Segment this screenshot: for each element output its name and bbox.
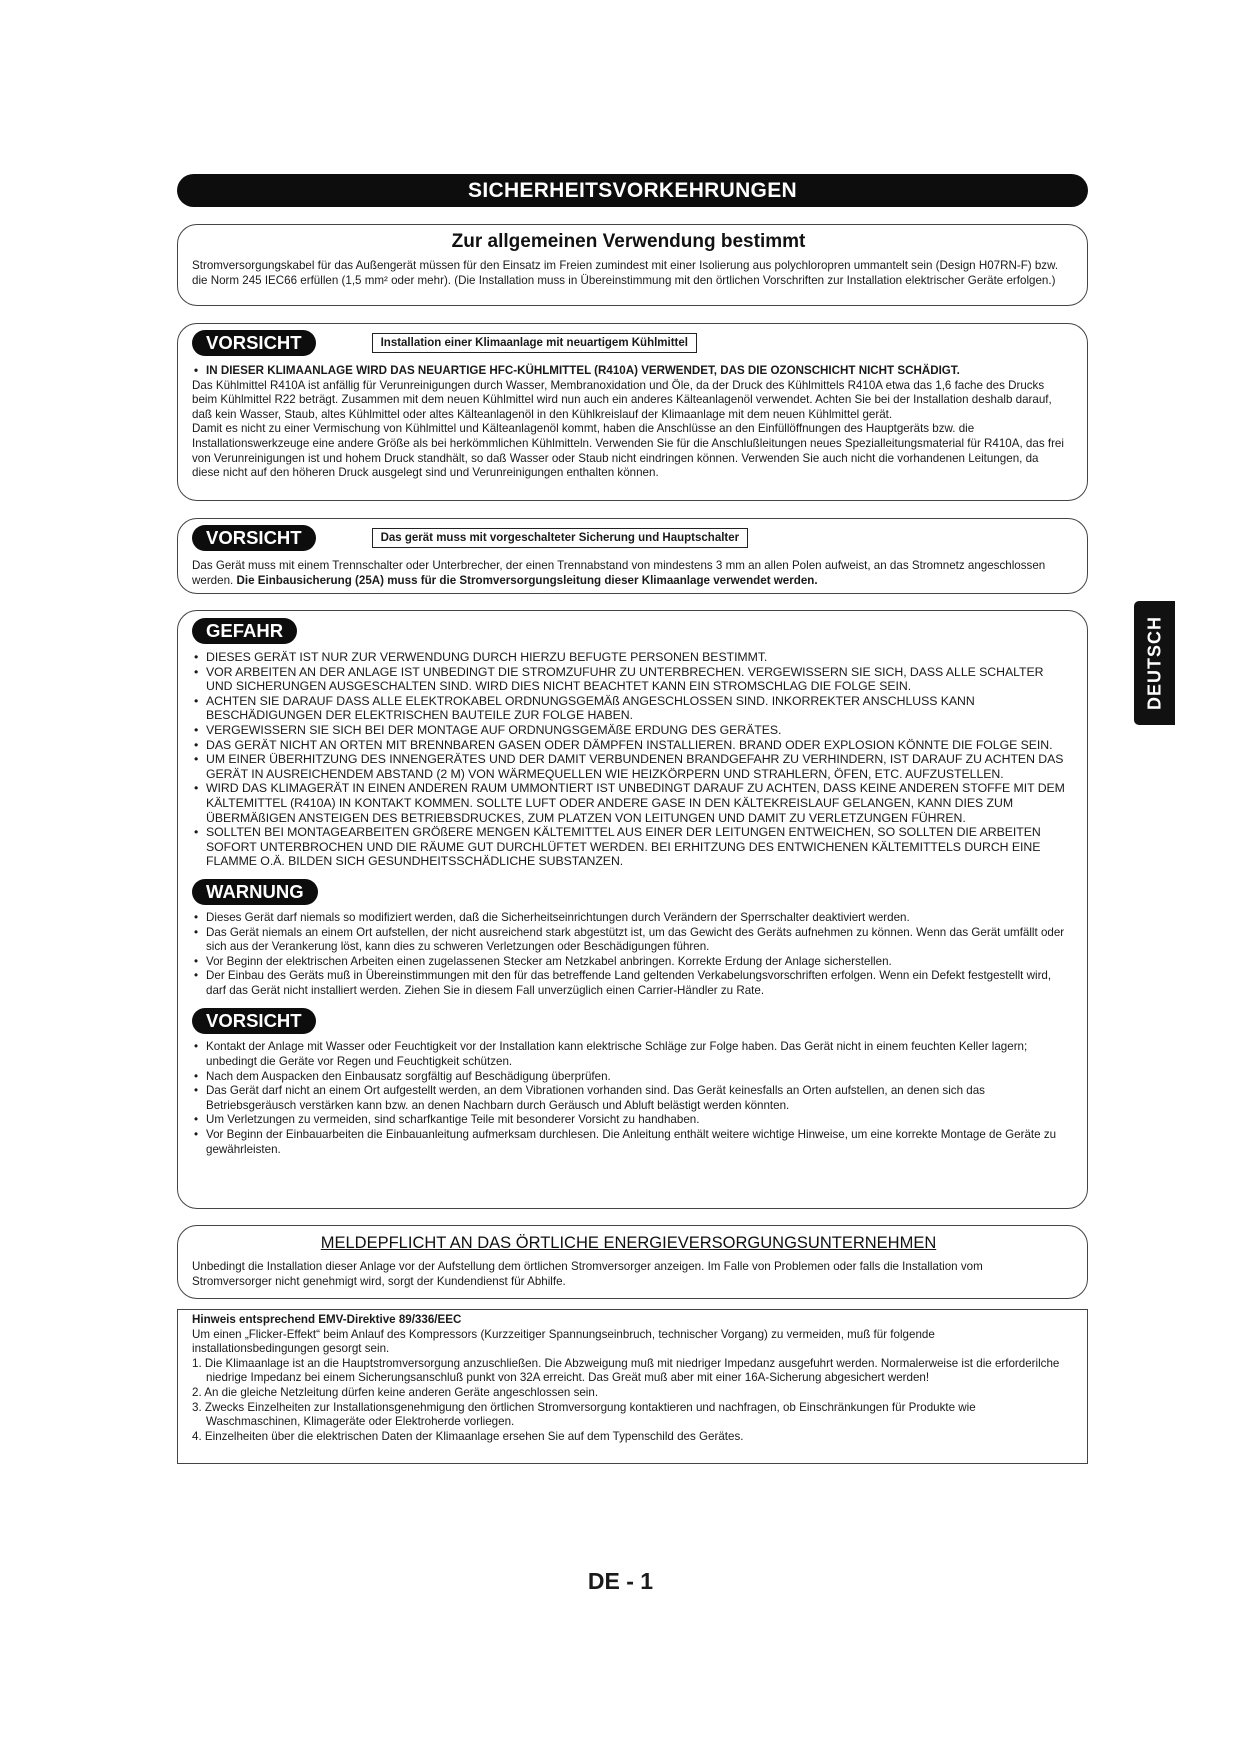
danger-warning-box (177, 610, 1088, 1209)
list-item: • DAS GERÄT NICHT AN ORTEN MIT BRENNBAREN GASEN ODER DÄMPFEN INSTALLIEREN. BRAND ODER EXPLOSION KÖNNTE DIE FOLGE SEIN. (192, 738, 1065, 753)
list-item: • UM EINER ÜBERHITZUNG DES INNENGERÄTES UND DER DAMIT VERBUNDENEN BRANDGEFAHR ZU VERHINDERN, IST DARAUF ZU ACHTEN DAS GERÄT IN AUSREICHENDEM ABSTAND (2 M) VON WÄRMEQUELLEN WIE HEIZKÖRPERN UND STRAHLERN, ÖFEN, ETC. AUFZUSTELLEN. (192, 752, 1065, 781)
notification-box (177, 1225, 1088, 1299)
caution-fuse-box (177, 518, 1088, 594)
section-banner: SICHERHEITSVORKEHRUNGEN (177, 174, 1088, 207)
caution-list (192, 1040, 1065, 1157)
list-item: • SOLLTEN BEI MONTAGEARBEITEN GRÖßERE MENGEN KÄLTEMITTEL AUS EINER DER LEITUNGEN ENTWEICHEN, SO SOLLTEN DIE ARBEITEN SOFORT UNTERBROCHEN UND DIE RÄUME GUT DURCHLÜFTET WERDEN. BEI ERHITZUNG DES ENTWICHENEN KÄLTEMITTELS DURCH EINE FLAMME O.Ä. BILDEN SICH GESUNDHEITSSCHÄDLICHE SUBSTANZEN. (192, 825, 1065, 869)
list-item: • Nach dem Auspacken den Einbausatz sorgfältig auf Beschädigung überprüfen. (192, 1070, 1065, 1085)
caution-tag: Installation einer Klimaanlage mit neuartigem Kühlmittel (372, 333, 697, 353)
emv-title: Hinweis entsprechend EMV-Direktive 89/336/EEC (192, 1313, 462, 1326)
general-title: Zur allgemeinen Verwendung bestimmt (451, 231, 806, 252)
list-item: 4. Einzelheiten über die elektrischen Daten der Klimaanlage ersehen Sie auf dem Typenschild des Gerätes. (192, 1429, 744, 1443)
warning-list (192, 911, 1065, 999)
list-item: • ACHTEN SIE DARAUF DASS ALLE ELEKTROKABEL ORDNUNGSGEMÄß ANGESCHLOSSEN SIND. INKORREKTER ANSCHLUSS KANN BESCHÄDIGUNGEN DER ELEKTRISCHEN BAUTEILE ZUR FOLGE HABEN. (192, 694, 1065, 723)
list-item: • Dieses Gerät darf niemals so modifiziert werden, daß die Sicherheitseinrichtungen durch Verändern der Sperrschalter deaktiviert werden. (192, 911, 1065, 926)
list-item: 3. Zwecks Einzelheiten zur Installationsgenehmigung den örtlichen Stromversorgung kontaktieren und nachfragen, ob Einschränkungen für Produkte wie Waschmaschinen, Klimageräte oder Elektroherde vorliegen. (192, 1400, 976, 1429)
list-item: • Das Gerät niemals an einem Ort aufstellen, der nicht ausreichend stark abgestützt ist, um das Gewicht des Geräts aufnehmen zu können. Wenn das Gerät umfällt oder sich aus der Verankerung löst, kann dies zu schweren Verletzungen oder Beschädigungen führen. (192, 926, 1065, 955)
caution-refrigerant-box (177, 323, 1088, 501)
notification-title: MELDEPFLICHT AN DAS ÖRTLICHE ENERGIEVERSORGUNGSUNTERNEHMEN (320, 1234, 937, 1252)
caution-label: VORSICHT (192, 525, 316, 551)
notification-text: Unbedingt die Installation dieser Anlage vor der Aufstellung dem örtlichen Stromversorger anzeigen. Im Falle von Problemen oder falls die Installation vom Stromversorger nicht genehmigt wird, sorgt der Kundendienst für Abhilfe. (192, 1260, 983, 1288)
danger-label: GEFAHR (192, 618, 297, 644)
list-item: • VERGEWISSERN SIE SICH BEI DER MONTAGE AUF ORDNUNGSGEMÄßE ERDUNG DES GERÄTES. (192, 723, 1065, 738)
list-item: 2. An die gleiche Netzleitung dürfen keine anderen Geräte angeschlossen sein. (192, 1385, 599, 1399)
caution-paragraph-1: Das Kühlmittel R410A ist anfällig für Verunreinigungen durch Wasser, Membranoxidation und Öle, da der Druck des Kühlmittels R410A etwa das 1,6 fache des Drucks beim Kühlmittel R22 beträgt. Zusammen mit dem neuen Kühlmittel wird nun auch ein anderes Kälteanlagenöl verwendet. Achten Sie bei der Installation deshalb darauf, daß kein Wasser, Staub, altes Kühlmittel oder altes Kälteanlagenöl in den Kühlkreislauf der Klimaanlage mit dem neuen Kühlmittel gerät. (192, 378, 1052, 421)
caution-tag: Das gerät muss mit vorgeschalteter Sicherung und Hauptschalter (372, 528, 749, 548)
list-item: • DIESES GERÄT IST NUR ZUR VERWENDUNG DURCH HIERZU BEFUGTE PERSONEN BESTIMMT. (192, 650, 1065, 665)
list-item: • Der Einbau des Geräts muß in Übereinstimmungen mit den für das betreffende Land geltenden Verkabelungsvorschriften erfolgen. Wenn ein Defekt festgestellt wird, darf das Gerät nicht installiert werden. Ziehen Sie in diesem Fall unverzüglich einen Carrier-Händler zu Rate. (192, 969, 1065, 998)
caution-fuse-normal: Das Gerät muss mit einem Trennschalter oder Unterbrecher, der einen Trennabstand von mindestens 3 mm an allen Polen aufweist, an das Stromnetz angeschlossen werden. (192, 559, 1046, 587)
caution-bullet: • IN DIESER KLIMAANLAGE WIRD DAS NEUARTIGE HFC-KÜHLMITTEL (R410A) VERWENDET, DAS DIE OZONSCHICHT NICHT SCHÄDIGT. (192, 364, 1065, 379)
emv-intro: Um einen „Flicker-Effekt“ beim Anlauf des Kompressors (Kurzzeitiger Spannungseinbruch, technischer Vorgang) zu vermeiden, muß für folgende installationsbedingungen gesorgt sein. (192, 1327, 935, 1356)
list-item: • Um Verletzungen zu vermeiden, sind scharfkantige Teile mit besonderer Vorsicht zu handhaben. (192, 1113, 1065, 1128)
list-item: • VOR ARBEITEN AN DER ANLAGE IST UNBEDINGT DIE STROMZUFUHR ZU UNTERBRECHEN. VERGEWISSERN SIE SICH, DASS ALLE SCHALTER UND SICHERUNGEN AUSGESCHALTEN SIND. WIRD DIES NICHT BEACHTET KANN EIN STROMSCHLAG DIE FOLGE SEIN. (192, 665, 1065, 694)
list-item: • Das Gerät darf nicht an einem Ort aufgestellt werden, an dem Vibrationen vorhanden sind. Das Gerät keinesfalls an Orten aufstellen, an denen sich das Betriebsgeräusch verstärken kann bzw. an denen Nachbarn durch Geräusch und Abluft belästigt werden könnten. (192, 1084, 1065, 1113)
list-item: • WIRD DAS KLIMAGERÄT IN EINEN ANDEREN RAUM UMMONTIERT IST UNBEDINGT DARAUF ZU ACHTEN, DASS KEINE ANDEREN STOFFE MIT DEM KÄLTEMITTEL (R410A) IN KONTAKT KOMMEN. SOLLTE LUFT ODER ANDERE GASE IN DEN KÄLTEKREISLAUF GELANGEN, KANN DIES ZUM ÜBERMÄßIGEN ANSTEIGEN DES BETRIEBSDRUCKES, ZUM PLATZEN VON LEITUNGEN UND DAMIT ZU VERLETZUNGEN FÜHREN. (192, 781, 1065, 825)
danger-list (192, 650, 1065, 869)
caution-label: VORSICHT (192, 1008, 316, 1034)
emv-list (192, 1357, 1065, 1445)
caution-paragraph-2: Damit es nicht zu einer Vermischung von Kühlmittel und Kälteanlagenöl kommt, haben die Anschlüsse an den Einfüllöffnungen des Hauptgeräts bzw. die Installationswerkzeuge eine andere Größe als bei herkömmlichen Kühlmitteln. Verwenden Sie für die Anschlußleitungen neues Spezialleitungsmaterial für R410A, das frei von Verunreinigungen ist und hohem Druck standhält, so daß Wasser oder Staub nicht eindringen können. Verwenden Sie auch nicht die vorhandenen Leitungen, da diese nicht auf den höheren Druck ausgelegt sind und Verunreinigungen enthalten können. (192, 422, 1064, 480)
language-tab-label: DEUTSCH (1144, 615, 1164, 711)
page-number: DE - 1 (587, 1568, 654, 1594)
warning-label: WARNUNG (192, 879, 318, 905)
list-item: 1. Die Klimaanlage ist an die Hauptstromversorgung anzuschließen. Die Abzweigung muß mit niedriger Impedanz ausgefuhrt werden. Normalerweise ist die erforderilche niedrige Impedanz bei einem Sicherungsanschluß punkt von 32A erreicht. Das Greät muß aber mit einer 16A-Sicherung abgesichert werden! (192, 1356, 1060, 1385)
general-text: Stromversorgungskabel für das Außengerät müssen für den Einsatz im Freien zumindest mit einer Isolierung aus polychloropren ummantelt sein (Design H07RN-F) bzw. die Norm 245 IEC66 erfüllen (1,5 mm² oder mehr). (Die Installation muss in Übereinstimmung mit den örtlichen Vorschriften zur Installation elektrischer Geräte erfolgen.) (192, 259, 1059, 287)
list-item: • Vor Beginn der elektrischen Arbeiten einen zugelassenen Stecker am Netzkabel anbringen. Korrekte Erdung der Anlage sicherstellen. (192, 955, 1065, 970)
emv-box (177, 1309, 1088, 1464)
caution-fuse-text (192, 559, 1065, 588)
list-item: • Kontakt der Anlage mit Wasser oder Feuchtigkeit vor der Installation kann elektrische Schläge zur Folge haben. Das Gerät nicht in einem feuchten Keller lagern; unbedingt die Geräte vor Regen und Feuchtigkeit schützen. (192, 1040, 1065, 1069)
list-item: • Vor Beginn der Einbauarbeiten die Einbauanleitung aufmerksam durchlesen. Die Anleitung enthält weitere wichtige Hinweise, um eine korrekte Montage de Geräte zu gewährleisten. (192, 1128, 1065, 1157)
caution-fuse-bold: Die Einbausicherung (25A) muss für die Stromversorgungsleitung dieser Klimaanlage verwendet werden. (236, 573, 818, 587)
general-use-box (177, 224, 1088, 306)
caution-label: VORSICHT (192, 330, 316, 356)
language-tab (1134, 601, 1175, 725)
